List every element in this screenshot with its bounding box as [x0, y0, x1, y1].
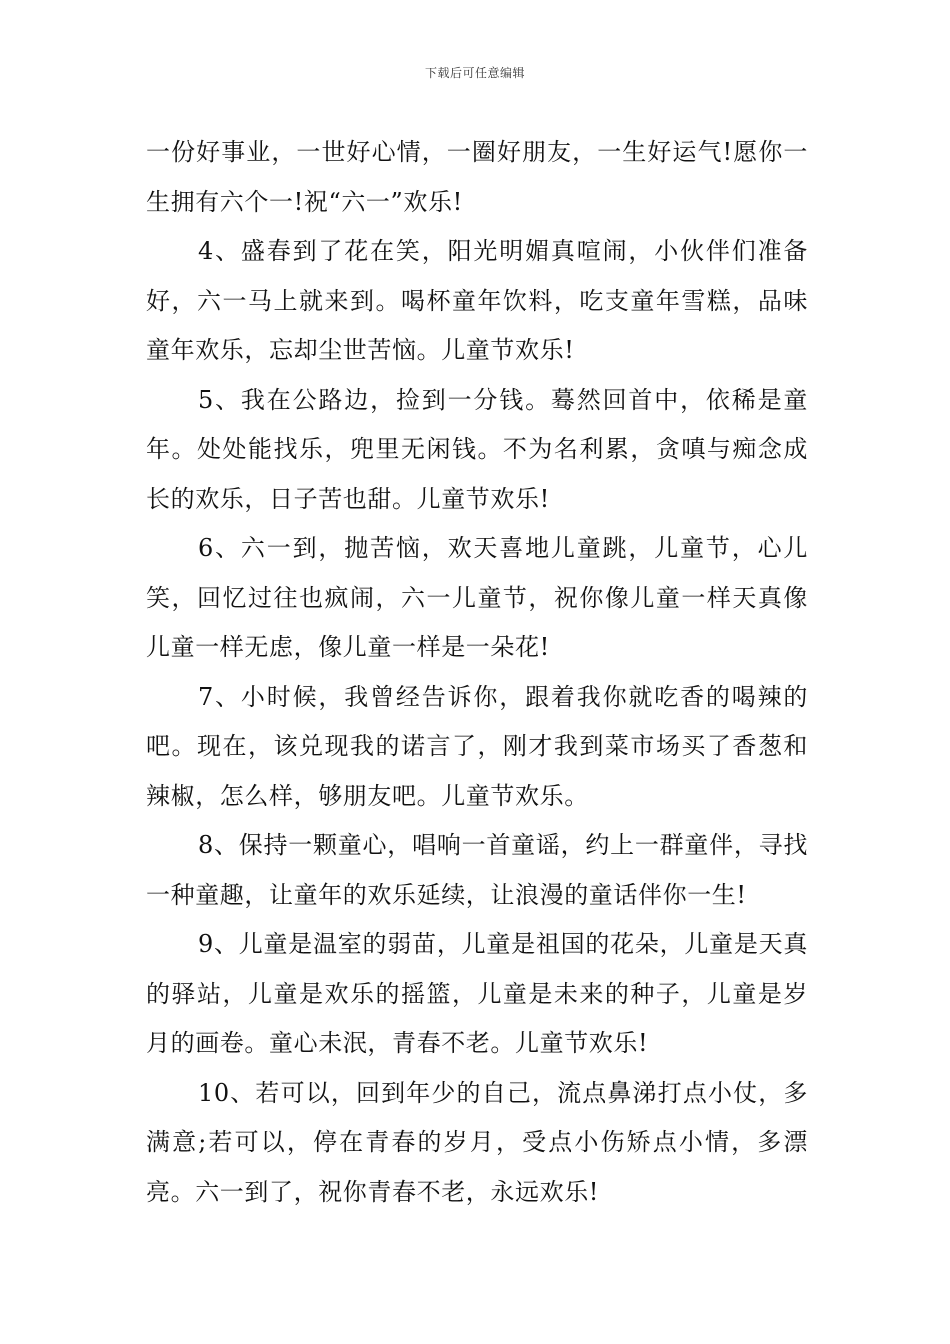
page-header: 下载后可任意编辑: [424, 66, 525, 80]
paragraph-item-10: 10、若可以，回到年少的自己，流点鼻涕打点小仗，多满意;若可以，停在青春的岁月，受点小伤矫点小情，多漂亮。六一到了，祝你青春不老，永远欢乐!: [146, 1078, 808, 1206]
paragraph-item-5: 5、我在公路边，捡到一分钱。蓦然回首中，依稀是童年。处处能找乐，兜里无闲钱。不为名利累，贪嗔与痴念成长的欢乐，日子苦也甜。儿童节欢乐!: [146, 385, 808, 513]
paragraph-continuation: 一份好事业，一世好心情，一圈好朋友，一生好运气!愿你一生拥有六个一!祝“六一”欢乐!: [146, 138, 808, 216]
document-body: [146, 128, 808, 1217]
paragraph-item-9: 9、儿童是温室的弱苗，儿童是祖国的花朵，儿童是天真的驿站，儿童是欢乐的摇篮，儿童是未来的种子，儿童是岁月的画卷。童心未泯，青春不老。儿童节欢乐!: [146, 930, 808, 1057]
paragraph-item-4: 4、盛春到了花在笑，阳光明媚真喧闹，小伙伴们准备好，六一马上就来到。喝杯童年饮料，吃支童年雪糕，品味童年欢乐，忘却尘世苦恼。儿童节欢乐!: [146, 237, 808, 364]
paragraph-item-6: 6、六一到，抛苦恼，欢天喜地儿童跳，儿童节，心儿笑，回忆过往也疯闹，六一儿童节，祝你像儿童一样天真像儿童一样无虑，像儿童一样是一朵花!: [146, 534, 808, 661]
paragraph-item-7: 7、小时候，我曾经告诉你，跟着我你就吃香的喝辣的吧。现在，该兑现我的诺言了，刚才我到菜市场买了香葱和辣椒，怎么样，够朋友吧。儿童节欢乐。: [146, 682, 808, 810]
paragraph-item-8: 8、保持一颗童心，唱响一首童谣，约上一群童伴，寻找一种童趣，让童年的欢乐延续，让浪漫的童话伴你一生!: [146, 831, 808, 909]
